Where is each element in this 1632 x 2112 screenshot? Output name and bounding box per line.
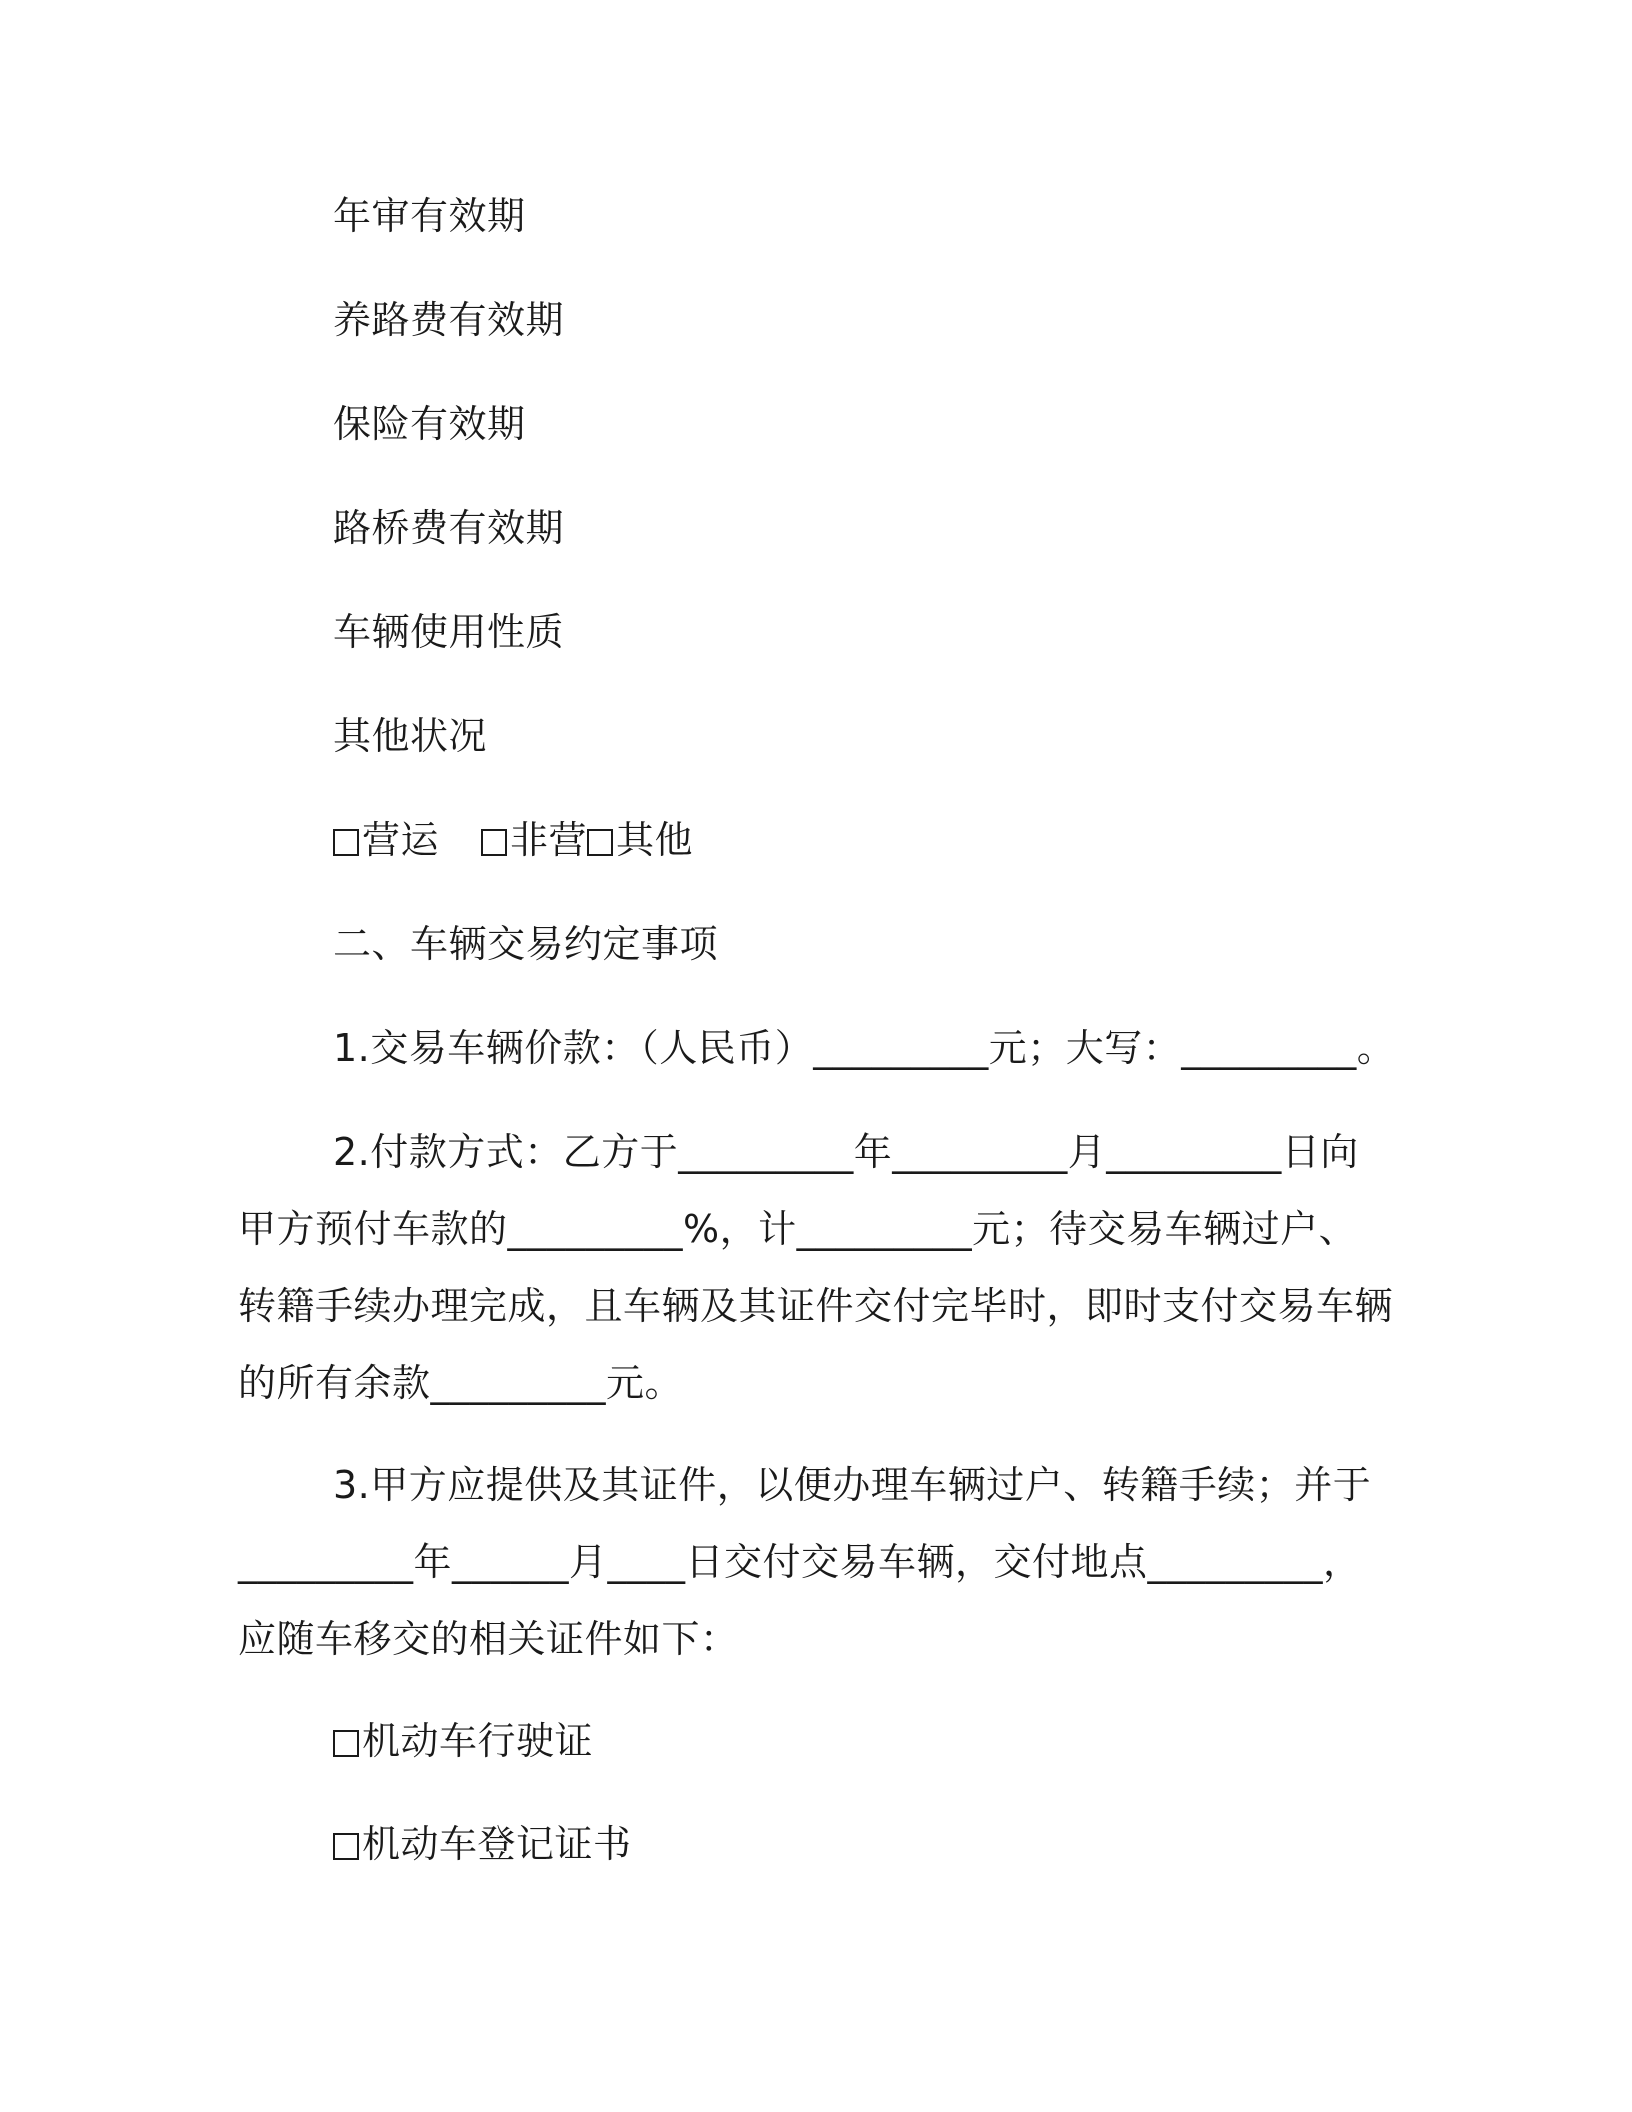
- field-insurance: 保险有效期: [333, 402, 526, 446]
- document-item-registration-certificate: [333, 1818, 632, 1870]
- field-bridge-toll: 路桥费有效期: [333, 506, 565, 550]
- checkbox-other[interactable]: [587, 829, 613, 856]
- clause-2-line-1: 2.付款方式：乙方于_________年_________月_________日向: [333, 1130, 1359, 1174]
- usage-options: [333, 814, 693, 866]
- option-operating-label: 营运: [362, 818, 440, 862]
- checkbox-non-operating[interactable]: [481, 829, 507, 856]
- document-label: 机动车行驶证: [362, 1719, 594, 1763]
- clause-1: 1.交易车辆价款：（人民币）_________元；大写：_________。: [333, 1026, 1396, 1070]
- clause-2-line-4: 的所有余款_________元。: [238, 1361, 684, 1405]
- document-label: 机动车登记证书: [362, 1822, 632, 1866]
- clause-2-line-2: 甲方预付车款的_________%，计_________元；待交易车辆过户、: [238, 1207, 1358, 1251]
- option-other-label: 其他: [616, 818, 694, 862]
- clause-3-line-3: 应随车移交的相关证件如下：: [238, 1617, 739, 1661]
- field-usage-nature: 车辆使用性质: [333, 610, 565, 654]
- section-title: 二、车辆交易约定事项: [333, 922, 719, 966]
- checkbox-driving-license[interactable]: [333, 1730, 359, 1757]
- clause-3-line-2: _________年______月____日交付交易车辆，交付地点_________，: [238, 1540, 1362, 1584]
- field-road-fee: 养路费有效期: [333, 298, 565, 342]
- field-other-status: 其他状况: [333, 714, 488, 758]
- document-item-driving-license: [333, 1715, 593, 1767]
- field-annual-inspection: 年审有效期: [333, 194, 526, 238]
- checkbox-registration-certificate[interactable]: [333, 1833, 359, 1860]
- clause-2-line-3: 转籍手续办理完成，且车辆及其证件交付完毕时，即时支付交易车辆: [238, 1284, 1394, 1328]
- checkbox-operating[interactable]: [333, 829, 359, 856]
- option-non-operating-label: 非营: [510, 818, 588, 862]
- clause-3-line-1: 3.甲方应提供及其证件，以便办理车辆过户、转籍手续；并于: [333, 1463, 1372, 1507]
